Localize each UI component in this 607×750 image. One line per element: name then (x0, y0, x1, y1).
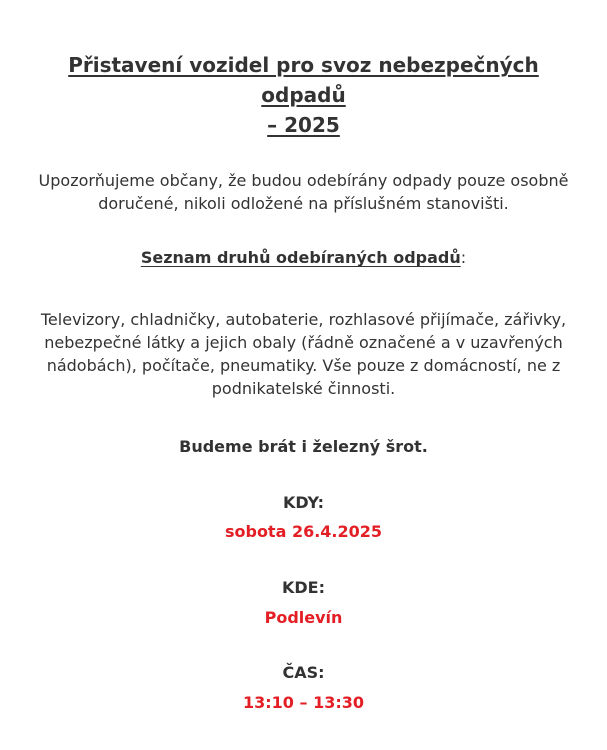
waste-items-line-2: nebezpečné látky a jejich obaly (řádně označené a v uzavřených (44, 333, 563, 352)
page-title-line-2: – 2025 (267, 113, 340, 137)
notice-line-1: Upozorňujeme občany, že budou odebírány odpady pouze osobně (38, 171, 569, 190)
waste-list-heading-colon: : (460, 248, 467, 267)
waste-items-line-3: nádobách), počítače, pneumatiky. Vše pouze z domácností, ne z (46, 356, 561, 375)
scrap-metal-note: Budeme brát i železný šrot. (179, 437, 428, 456)
page-title-line-1: Přistavení vozidel pro svoz nebezpečných odpadů (68, 53, 539, 107)
waste-list-heading-text: Seznam druhů odebíraných odpadů (140, 248, 461, 267)
where-label: KDE: (281, 578, 325, 597)
time-value: 13:10 – 13:30 (243, 693, 364, 712)
page-title (30, 50, 577, 140)
waste-items-line-1: Televizory, chladničky, autobaterie, rozhlasové přijímače, zářivky, (40, 310, 567, 329)
time-label: ČAS: (282, 663, 325, 682)
when-value: sobota 26.4.2025 (224, 522, 383, 541)
notice-line-2: doručené, nikoli odložené na příslušném stanovišti. (98, 194, 509, 213)
when-label: KDY: (282, 493, 325, 512)
notice-paragraph (30, 169, 577, 215)
waste-items-paragraph (30, 308, 577, 400)
where-value: Podlevín (264, 608, 343, 627)
waste-list-heading (30, 246, 577, 269)
waste-items-line-4: podnikatelské činnosti. (211, 379, 396, 398)
